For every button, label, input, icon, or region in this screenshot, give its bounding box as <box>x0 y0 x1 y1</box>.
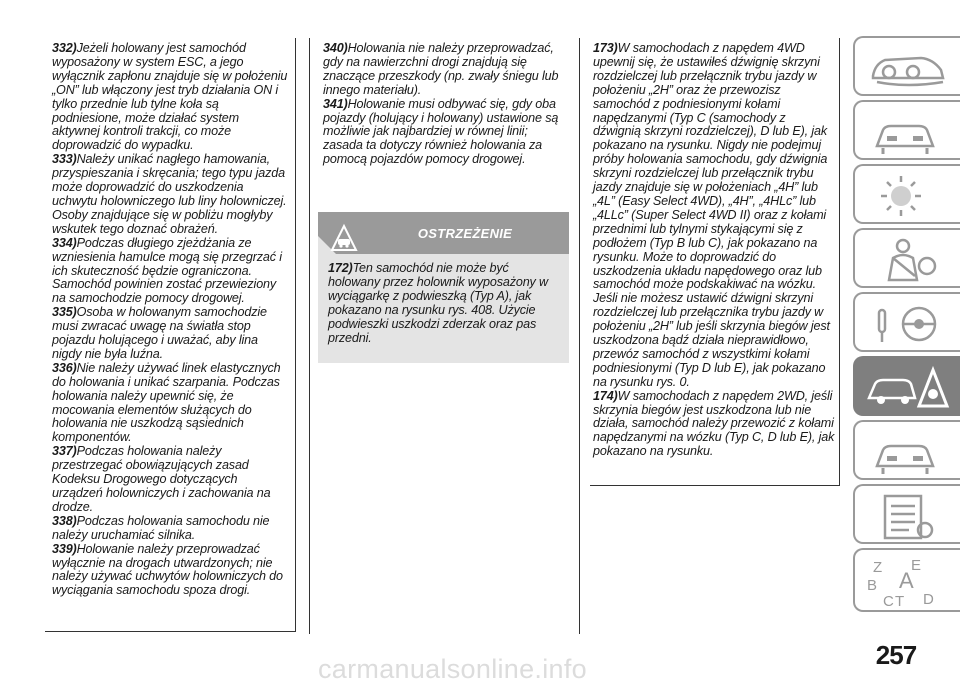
note-text: Podczas holowania należy przestrzegać obowiązujących zasad Kodeksu Drogowego dotyczących urządzeń holowniczych i zachowania na drodze. <box>52 444 271 514</box>
note-item <box>52 543 289 599</box>
warning-lights-icon <box>863 106 953 158</box>
note-number: 333) <box>52 152 77 167</box>
note-number: 334) <box>52 235 77 250</box>
index-letter: C <box>883 593 894 610</box>
index-letter: E <box>911 557 922 574</box>
note-number: 173) <box>593 41 618 55</box>
note-item <box>52 362 289 445</box>
column-divider <box>579 38 580 634</box>
note-text: Jeżeli holowany jest samochód wyposażony w system ESC, a jego wyłącznik zapłonu znajduje się w położeniu „ON” lub włączony jest tryb działania ON i tylko przednie lub tylne koła są podniesione, może działać system aktywnej kontroli trakcji, co może doprowadzić do wypadku. <box>52 41 288 153</box>
tab-maintenance[interactable] <box>853 420 960 480</box>
note-number: 338) <box>52 513 77 528</box>
index-letter: A <box>899 568 914 593</box>
tab-emergency[interactable] <box>853 356 960 416</box>
note-number: 340) <box>323 41 348 55</box>
note-item <box>52 237 289 307</box>
tab-safety[interactable] <box>853 228 960 288</box>
note-item <box>593 390 835 460</box>
index-letter: D <box>923 591 934 608</box>
note-text: Ten samochód nie może być holowany przez holownik wyposażony w wyciągarkę z podwieszką (Typ A), jak pokazano na rysunku rys. 408. Użycie podwieszki uszkodzi zderzak oraz pas przedni. <box>328 261 549 345</box>
seatbelt-safety-icon <box>863 234 953 286</box>
note-number: 337) <box>52 444 77 459</box>
note-item <box>52 306 289 362</box>
note-number: 335) <box>52 305 77 320</box>
note-text: W samochodach z napędem 2WD, jeśli skrzynia biegów jest uszkodzona lub nie działa, samochód należy przewozić z kołami napędzanymi na wózku (Typ C, D lub E), jak pokazano na rysunku. <box>593 388 835 459</box>
note-item <box>52 153 289 236</box>
car-maintenance-icon <box>863 426 953 478</box>
warning-box <box>318 212 569 363</box>
page-number: 257 <box>875 640 917 670</box>
note-number: 172) <box>328 261 353 275</box>
note-number: 341) <box>323 96 348 111</box>
note-text: Holowanie należy przeprowadzać wyłącznie na drogach utwardzonych; nie należy używać uchwytów holowniczych do wyciągania samochodu spoza drogi. <box>52 541 283 598</box>
tab-starting[interactable] <box>853 292 960 352</box>
note-text: Podczas holowania samochodu nie należy uruchamiać silnika. <box>52 513 270 542</box>
tab-dashboard[interactable] <box>853 36 960 96</box>
note-number: 332) <box>52 41 77 55</box>
column-divider <box>309 38 310 634</box>
warning-title: OSTRZEŻENIE <box>417 226 513 241</box>
watermark: carmanualsonline.info <box>318 654 587 684</box>
notes-column-3 <box>590 38 840 486</box>
tab-alphabetical-index[interactable] <box>853 548 960 612</box>
steering-key-icon <box>863 298 953 350</box>
alphabetical-index-icon <box>863 554 953 610</box>
tab-warning-lights[interactable] <box>853 100 960 160</box>
note-item <box>52 515 289 543</box>
tab-technical-data[interactable] <box>853 484 960 544</box>
index-letter: T <box>895 593 905 610</box>
notes-column-2 <box>318 38 569 167</box>
note-item <box>52 42 289 153</box>
note-item <box>323 98 563 168</box>
tab-lights[interactable] <box>853 164 960 224</box>
note-number: 339) <box>52 541 77 556</box>
note-text: Podczas długiego zjeżdżania ze wzniesienia hamulce mogą się przegrzać i ich skuteczność będzie ograniczona. Samochód powinien zostać przewieziony na samochodzie pomocy drogowej. <box>52 235 282 306</box>
note-item <box>52 445 289 515</box>
index-letter: B <box>867 577 878 594</box>
notes-column-1 <box>45 38 296 632</box>
note-number: 174) <box>593 388 618 403</box>
emergency-icon <box>863 362 953 414</box>
note-item <box>323 42 563 98</box>
note-text: Należy unikać nagłego hamowania, przyspieszania i skręcania; tego typu jazda może doprowadzić do uszkodzenia uchwytu holowniczego lub liny holowniczej. Osoby znajdujące się w pobliżu mogłyby wskutek tego doznać obrażeń. <box>52 152 287 236</box>
note-item <box>328 262 563 345</box>
note-text: Holowanie musi odbywać się, gdy oba pojazdy (holujący i holowany) ustawione są możliwie jak najbardziej w równej linii; zasada ta dotyczy również holowania za pomocą pojazdów pomocy drogowej. <box>323 96 559 167</box>
note-number: 336) <box>52 360 77 375</box>
note-item <box>593 42 835 390</box>
dashboard-car-icon <box>863 42 953 94</box>
note-text: Osoba w holowanym samochodzie musi zwracać uwagę na światła stop pojazdu holującego i uważać, aby lina nigdy nie była luźna. <box>52 305 267 361</box>
note-text: Holowania nie należy przeprowadzać, gdy na nawierzchni drogi znajdują się znaczące przeszkody (np. zwały śniegu lub innego materiału). <box>323 41 559 97</box>
note-text: Nie należy używać linek elastycznych do holowania i unikać szarpania. Podczas holowania należy upewnić się, że mocowania elementów służących do holowania nie uszkodzą sąsiednich komponentów. <box>52 360 281 445</box>
technical-data-icon <box>863 490 953 542</box>
warning-body <box>318 258 569 345</box>
lights-icon <box>863 170 953 222</box>
index-letter: Z <box>873 559 883 576</box>
note-text: W samochodach z napędem 4WD upewnij się, że ustawiłeś dźwignię skrzyni rozdzielczej lub przełącznik trybu jazdy w położeniu „2H” oraz że przewozisz samochód z podniesionymi kołami napędzanymi (Typ C (samochody z dźwignią skrzyni rozdzielczej), D lub E), jak pokazano na rysunku. Nigdy nie podejmuj próby holowania samochodu, gdy dźwignia skrzyni rozdzielczej lub przełącznik trybu jazdy znajduje się w położeniach „4H” lub „4L” (Easy Select 4WD), „4H”, „4HLc” lub „4LLc” (Super Select 4WD II) oraz z kołami przednimi lub tylnymi stykającymi się z podłożem (Typ B lub C), jak pokazano na rysunku. Może to doprowadzić do uszkodzenia układu napędowego oraz lub samochód może podskakiwać na wózku. Jeśli nie możesz ustawić dźwigni skrzyni rozdzielczej lub przełącznika trybu jazdy w położeniu „2H” lub jeśli skrzynia biegów jest uszkodzona bądź działa nieprawidłowo, przewóz samochód z wszystkimi kołami podniesionymi (Typ D lub E), jak pokazano na rysunku rys. 0. <box>593 41 830 389</box>
